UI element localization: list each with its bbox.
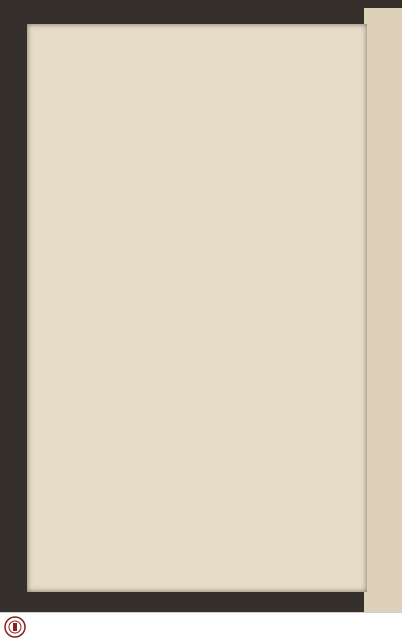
university-seal-icon xyxy=(4,616,26,638)
running-header xyxy=(0,30,340,44)
facing-page xyxy=(364,8,402,612)
viewer-footer xyxy=(0,612,402,640)
book-page xyxy=(27,24,367,592)
